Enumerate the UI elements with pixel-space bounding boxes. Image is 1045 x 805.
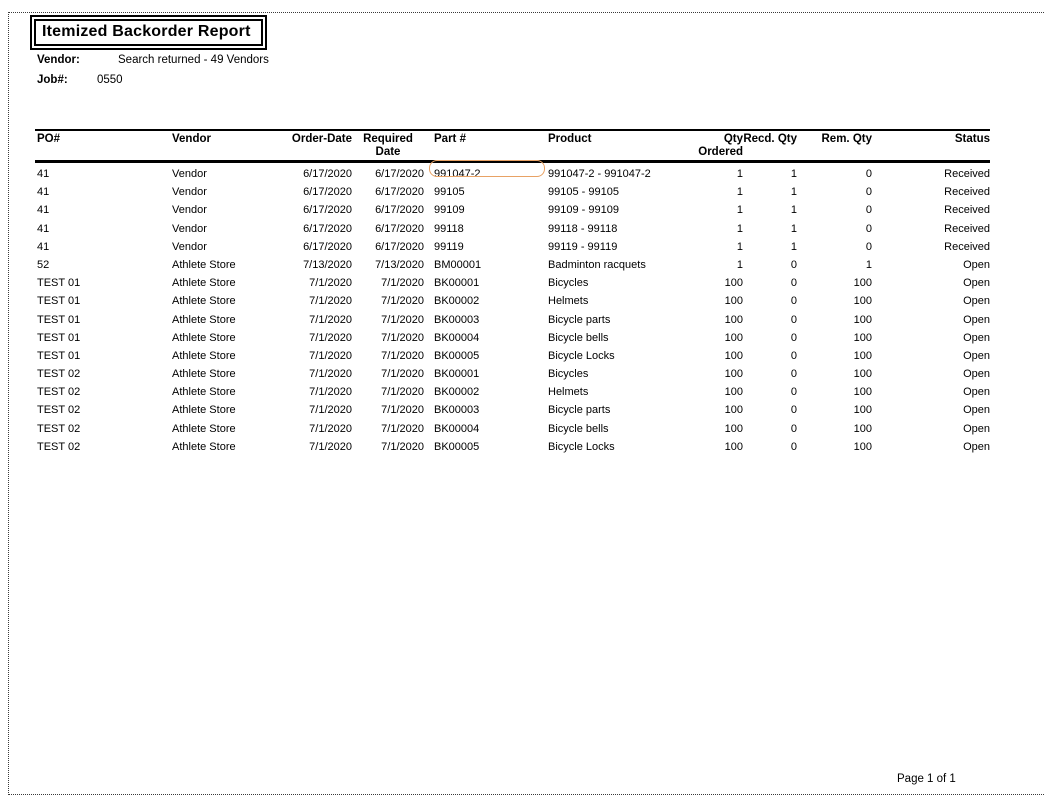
table-row	[35, 365, 990, 383]
cell: 7/1/2020	[381, 404, 424, 417]
cell: 7/1/2020	[381, 295, 424, 308]
vendor-label: Vendor:	[37, 54, 80, 66]
cell: 7/1/2020	[309, 440, 352, 453]
cell: Vendor	[172, 204, 207, 217]
cell: 7/1/2020	[309, 313, 352, 326]
cell: Received	[944, 168, 990, 180]
table-row	[35, 420, 990, 438]
cell: BK00002	[434, 386, 480, 399]
cell: 100	[724, 331, 743, 344]
cell: Bicycles	[548, 368, 589, 381]
cell: TEST 01	[37, 277, 81, 290]
cell: 41	[37, 168, 50, 180]
cell: Received	[944, 204, 990, 217]
cell: BK00005	[434, 349, 480, 362]
cell: 99119	[434, 240, 464, 253]
cell: Bicycle parts	[548, 404, 611, 417]
cell: 100	[853, 313, 872, 326]
table-row	[35, 311, 990, 329]
cell: 1	[736, 168, 743, 180]
cell: 7/1/2020	[381, 349, 424, 362]
cell: Athlete Store	[172, 386, 236, 399]
cell: 7/1/2020	[309, 368, 352, 381]
cell: 41	[37, 240, 50, 253]
cell: Open	[963, 331, 990, 344]
cell: 991047-2 - 991047-2	[548, 168, 651, 180]
cell: Athlete Store	[172, 331, 236, 344]
cell: BK00004	[434, 422, 480, 435]
cell: 100	[724, 386, 743, 399]
cell: 0	[790, 422, 797, 435]
cell: Open	[963, 422, 990, 435]
column-header: Recd. Qty	[743, 133, 797, 145]
cell: 0	[865, 222, 872, 235]
column-header: Vendor	[172, 133, 211, 145]
cell: 100	[724, 368, 743, 381]
table-row	[35, 347, 990, 365]
column-header: Rem. Qty	[821, 133, 872, 145]
cell: 100	[853, 422, 872, 435]
cell: Bicycle parts	[548, 313, 611, 326]
cell: 99118	[434, 222, 464, 235]
column-header: Qty Ordered	[698, 133, 743, 158]
cell: Vendor	[172, 168, 207, 180]
column-header: Required Date	[363, 133, 413, 158]
cell: 1	[790, 222, 797, 235]
cell: 100	[724, 349, 743, 362]
cell: Bicycle Locks	[548, 440, 615, 453]
cell: Bicycle bells	[548, 422, 609, 435]
cell: TEST 01	[37, 331, 81, 344]
cell: 7/1/2020	[381, 313, 424, 326]
cell: Athlete Store	[172, 404, 236, 417]
cell: 41	[37, 204, 50, 217]
cell: BK00001	[434, 368, 480, 381]
cell: 100	[724, 440, 743, 453]
cell: Vendor	[172, 240, 207, 253]
cell: 100	[853, 349, 872, 362]
report-title-box	[30, 15, 267, 50]
cell: 0	[790, 404, 797, 417]
table-row	[35, 220, 990, 238]
cell: 7/1/2020	[381, 440, 424, 453]
cell: Open	[963, 295, 990, 308]
cell: 52	[37, 258, 50, 271]
cell: 1	[736, 258, 743, 271]
cell: Athlete Store	[172, 440, 236, 453]
cell: TEST 01	[37, 313, 81, 326]
cell: 7/1/2020	[309, 349, 352, 362]
cell: 0	[865, 168, 872, 180]
cell: 41	[37, 186, 50, 199]
cell: TEST 01	[37, 349, 81, 362]
cell: 0	[790, 313, 797, 326]
vendor-value: Search returned - 49 Vendors	[118, 54, 269, 66]
cell: Athlete Store	[172, 313, 236, 326]
cell: Badminton racquets	[548, 258, 646, 271]
table-row	[35, 383, 990, 401]
cell: 991047-2	[434, 168, 481, 180]
cell: 1	[790, 240, 797, 253]
cell: Open	[963, 258, 990, 271]
cell: BM00001	[434, 258, 482, 271]
cell: 6/17/2020	[303, 168, 352, 180]
table-row	[35, 274, 990, 292]
cell: 99118 - 99118	[548, 222, 618, 235]
cell: 1	[736, 240, 743, 253]
job-label: Job#:	[37, 74, 68, 86]
cell: 7/1/2020	[309, 422, 352, 435]
cell: 0	[790, 368, 797, 381]
cell: Received	[944, 186, 990, 199]
cell: Athlete Store	[172, 295, 236, 308]
column-header: Order-Date	[291, 133, 352, 145]
cell: 100	[724, 277, 743, 290]
cell: 0	[790, 349, 797, 362]
cell: Athlete Store	[172, 422, 236, 435]
cell: 7/1/2020	[381, 331, 424, 344]
cell: 6/17/2020	[303, 186, 352, 199]
cell: TEST 02	[37, 368, 81, 381]
table-row	[35, 183, 990, 201]
cell: 100	[853, 295, 872, 308]
table-row	[35, 401, 990, 419]
cell: 6/17/2020	[303, 204, 352, 217]
cell: 6/17/2020	[375, 204, 424, 217]
cell: 7/1/2020	[381, 386, 424, 399]
cell: 1	[736, 204, 743, 217]
column-header: Status	[954, 133, 990, 145]
cell: Open	[963, 386, 990, 399]
cell: Helmets	[548, 295, 589, 308]
cell: 7/13/2020	[375, 258, 424, 271]
table-row	[35, 292, 990, 310]
cell: Athlete Store	[172, 368, 236, 381]
page-number: Page 1 of 1	[897, 773, 956, 785]
table-row	[35, 438, 990, 456]
cell: Open	[963, 313, 990, 326]
cell: 0	[865, 204, 872, 217]
cell: TEST 02	[37, 404, 81, 417]
cell: 1	[790, 186, 797, 199]
cell: TEST 02	[37, 386, 81, 399]
cell: 99105	[434, 186, 465, 199]
cell: 6/17/2020	[303, 240, 352, 253]
cell: 0	[865, 186, 872, 199]
cell: 0	[790, 331, 797, 344]
table-header-row	[35, 129, 990, 163]
cell: Bicycles	[548, 277, 589, 290]
cell: 100	[853, 331, 872, 344]
cell: 100	[853, 440, 872, 453]
cell: 99119 - 99119	[548, 240, 618, 253]
cell: 0	[790, 386, 797, 399]
cell: 99105 - 99105	[548, 186, 619, 199]
column-header: PO#	[37, 133, 61, 145]
cell: Helmets	[548, 386, 589, 399]
cell: 1	[790, 168, 797, 180]
cell: 6/17/2020	[303, 222, 352, 235]
cell: 7/13/2020	[303, 258, 352, 271]
cell: 6/17/2020	[375, 168, 424, 180]
cell: TEST 01	[37, 295, 81, 308]
cell: 7/1/2020	[309, 295, 352, 308]
cell: Vendor	[172, 222, 207, 235]
cell: BK00001	[434, 277, 480, 290]
cell: Athlete Store	[172, 349, 236, 362]
cell: 1	[736, 222, 743, 235]
cell: 41	[37, 222, 50, 235]
cell: 7/1/2020	[381, 368, 424, 381]
cell: 7/1/2020	[381, 422, 424, 435]
cell: Open	[963, 349, 990, 362]
table-row	[35, 329, 990, 347]
cell: 100	[853, 277, 872, 290]
table-row	[35, 256, 990, 274]
cell: 100	[724, 295, 743, 308]
cell: 7/1/2020	[309, 386, 352, 399]
cell: Received	[944, 240, 990, 253]
report-table	[35, 129, 990, 456]
cell: Athlete Store	[172, 277, 236, 290]
cell: 0	[790, 258, 797, 271]
cell: 100	[853, 404, 872, 417]
cell: 100	[853, 386, 872, 399]
job-value: 0550	[97, 74, 123, 86]
table-row	[35, 238, 990, 256]
cell: 0	[790, 295, 797, 308]
cell: Open	[963, 404, 990, 417]
cell: TEST 02	[37, 440, 81, 453]
cell: 99109	[434, 204, 465, 217]
cell: Bicycle Locks	[548, 349, 615, 362]
cell: BK00004	[434, 331, 480, 344]
cell: 1	[736, 186, 743, 199]
cell: 6/17/2020	[375, 186, 424, 199]
cell: TEST 02	[37, 422, 81, 435]
column-header: Part #	[434, 133, 466, 145]
cell: Vendor	[172, 186, 207, 199]
cell: 1	[790, 204, 797, 217]
column-header: Product	[548, 133, 592, 145]
cell: 1	[865, 258, 872, 271]
cell: 6/17/2020	[375, 222, 424, 235]
table-row	[35, 201, 990, 219]
cell: Athlete Store	[172, 258, 236, 271]
cell: 100	[724, 313, 743, 326]
cell: 100	[853, 368, 872, 381]
cell: BK00002	[434, 295, 480, 308]
page-title: Itemized Backorder Report	[34, 19, 263, 46]
cell: Open	[963, 440, 990, 453]
cell: 7/1/2020	[309, 277, 352, 290]
report-table-body	[35, 163, 990, 456]
cell: 0	[865, 240, 872, 253]
cell: 7/1/2020	[381, 277, 424, 290]
cell: 100	[724, 404, 743, 417]
cell: BK00003	[434, 404, 480, 417]
cell: Open	[963, 368, 990, 381]
cell: Received	[944, 222, 990, 235]
cell: 0	[790, 440, 797, 453]
cell: 99109 - 99109	[548, 204, 619, 217]
cell: 6/17/2020	[375, 240, 424, 253]
cell: BK00005	[434, 440, 480, 453]
cell: 100	[724, 422, 743, 435]
cell: Bicycle bells	[548, 331, 609, 344]
cell: 7/1/2020	[309, 404, 352, 417]
cell: 0	[790, 277, 797, 290]
cell: 7/1/2020	[309, 331, 352, 344]
highlighted-part-cell-ring[interactable]	[429, 160, 545, 177]
cell: BK00003	[434, 313, 480, 326]
cell: Open	[963, 277, 990, 290]
